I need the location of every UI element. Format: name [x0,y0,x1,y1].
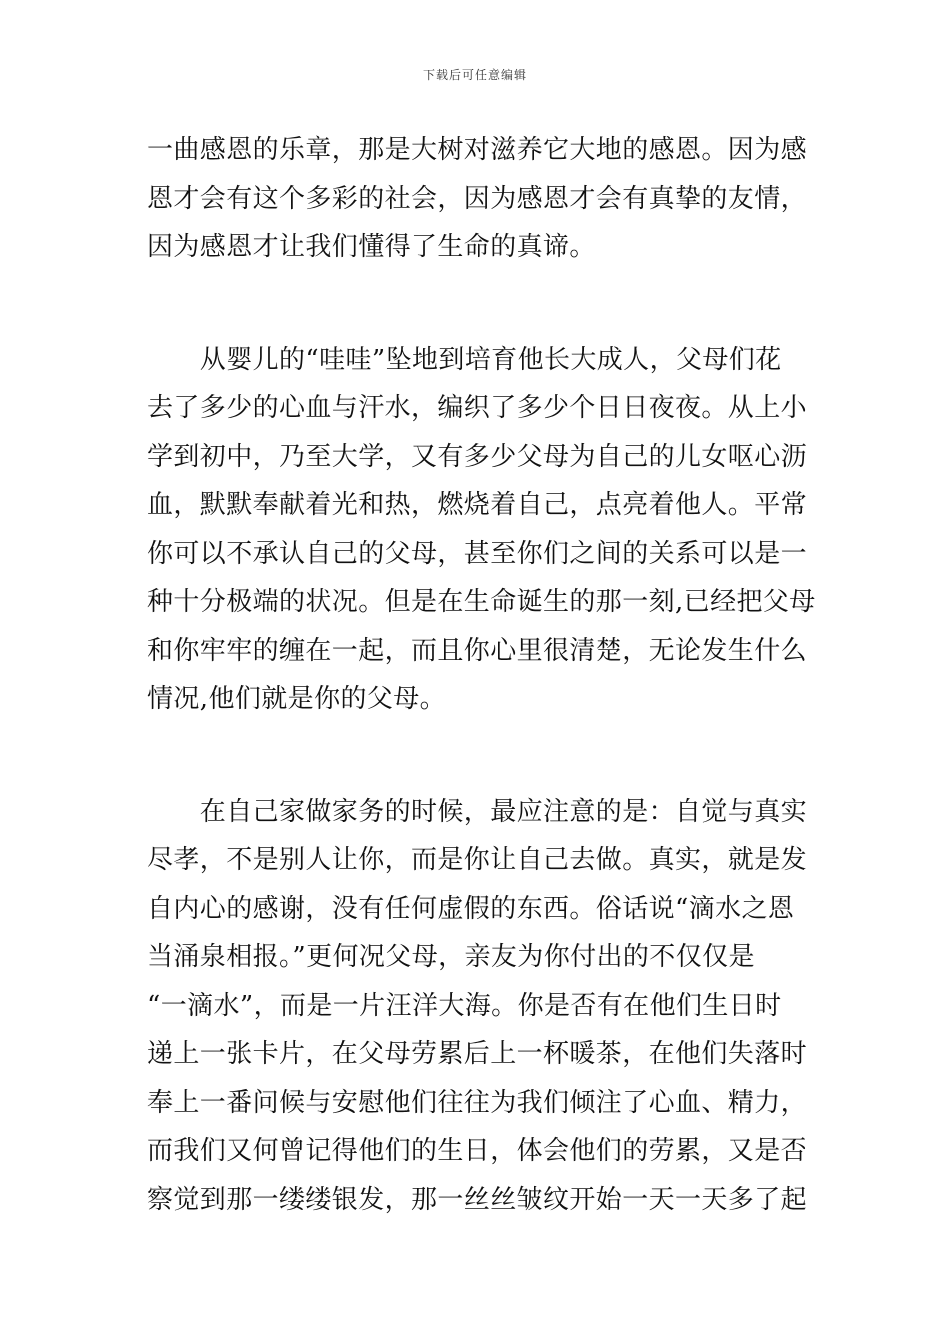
text-line: 血，默默奉献着光和热，燃烧着自己，点亮着他人。平常 [147,490,808,520]
text-line: 恩才会有这个多彩的社会，因为感恩才会有真挚的友情， [147,183,808,214]
paragraph-2 [147,336,817,724]
text-line: 学到初中，乃至大学，又有多少父母为自己的儿女呕心沥 [147,441,808,472]
text-line: 从婴儿的“哇哇”坠地到培育他长大成人，父母们花 [147,344,782,375]
text-line: 你可以不承认自己的父母，甚至你们之间的关系可以是一 [147,538,808,569]
paragraph-spacer [147,272,817,336]
page-header: 下载后可任意编辑 [422,68,527,82]
text-line: 去了多少的心血与汗水，编织了多少个日日夜夜。从上小 [147,393,808,423]
paragraph-1 [147,126,817,272]
document-body [147,126,817,1224]
text-line: 自内心的感谢，没有任何虚假的东西。俗话说“滴水之恩 [147,893,795,924]
text-line: “一滴水”，而是一片汪洋大海。你是否有在他们生日时 [147,990,782,1021]
text-line: 奉上一番问候与安慰他们往往为我们倾注了心血、精力， [147,1087,808,1118]
text-line: 尽孝，不是别人让你，而是你让自己去做。真实，就是发 [147,845,808,875]
text-line: 察觉到那一缕缕银发，那一丝丝皱纹开始一天一天多了起 [147,1184,808,1215]
text-line: 在自己家做家务的时候，最应注意的是：自觉与真实 [147,796,808,827]
text-line: 和你牢牢的缠在一起，而且你心里很清楚，无论发生什么 [147,635,808,666]
text-line: 而我们又何曾记得他们的生日，体会他们的劳累，又是否 [147,1136,808,1166]
text-line: 递上一张卡片，在父母劳累后上一杯暖茶，在他们失落时 [147,1039,808,1069]
text-line: 因为感恩才让我们懂得了生命的真谛。 [147,232,596,262]
text-line: 当涌泉相报。”更何况父母，亲友为你付出的不仅仅是 [147,942,755,972]
paragraph-3 [147,788,817,1225]
paragraph-spacer [147,724,817,788]
text-line: 一曲感恩的乐章，那是大树对滋养它大地的感恩。因为感 [147,135,808,165]
text-line: 情况,他们就是你的父母。 [147,684,447,714]
text-line: 种十分极端的状况。但是在生命诞生的那一刻,已经把父母 [147,587,816,617]
